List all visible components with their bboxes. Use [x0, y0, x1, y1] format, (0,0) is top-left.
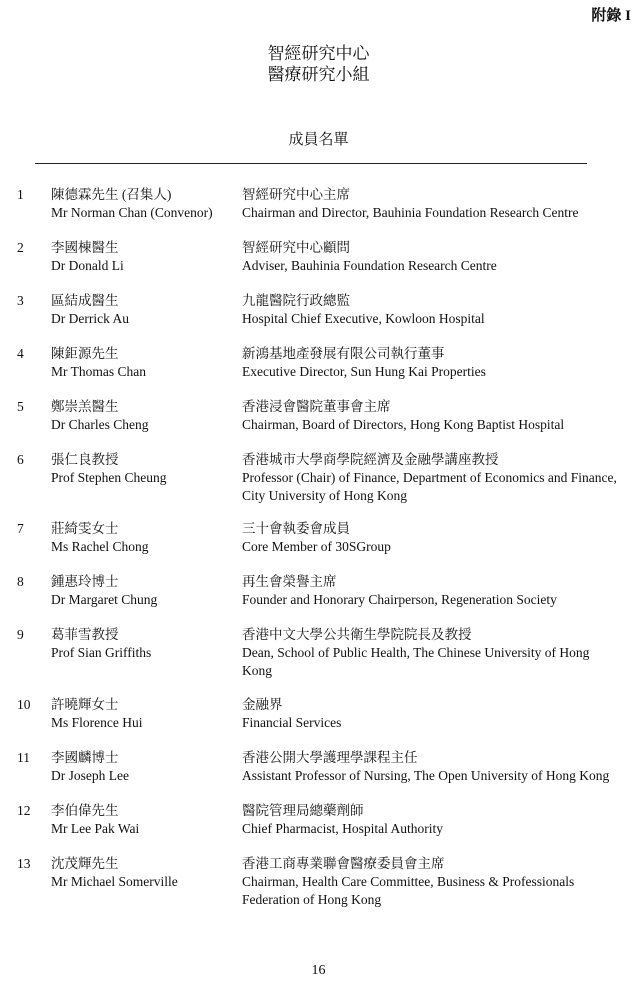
member-number: 9 [17, 627, 24, 642]
member-number: 13 [17, 856, 31, 871]
member-list-heading: 成員名單 [288, 132, 349, 148]
member-position-english-line: Chief Pharmacist, Hospital Authority [242, 821, 443, 836]
member-position-english [242, 363, 637, 381]
member-name-english: Ms Rachel Chong [51, 539, 149, 554]
member-name-chinese: 陳鉅源先生 [51, 346, 119, 361]
member-position-chinese: 智經研究中心顧問 [242, 240, 350, 255]
member-position-english [242, 416, 637, 434]
member-position-english-line: Adviser, Bauhinia Foundation Research Centre [242, 258, 497, 273]
member-position-chinese: 香港工商專業聯會醫療委員會主席 [242, 856, 445, 871]
member-position-chinese: 智經研究中心主席 [242, 187, 350, 202]
member-position-english-line: Assistant Professor of Nursing, The Open University of Hong Kong [242, 768, 610, 783]
member-name-chinese: 葛菲雪教授 [51, 627, 119, 642]
member-position-english-line: Founder and Honorary Chairperson, Regeneration Society [242, 592, 557, 607]
member-position-chinese: 香港城市大學商學院經濟及金融學講座教授 [242, 452, 499, 467]
member-name-chinese: 鄭崇羔醫生 [51, 399, 119, 414]
member-name-chinese: 陳德霖先生 (召集人) [51, 187, 172, 202]
member-name-chinese: 李國麟博士 [51, 750, 119, 765]
member-name-chinese: 鍾惠玲博士 [51, 574, 119, 589]
member-position-chinese: 再生會榮譽主席 [242, 574, 337, 589]
member-name-english: Dr Charles Cheng [51, 417, 149, 432]
title-line-2: 醫療研究小組 [267, 65, 370, 84]
title-line-1: 智經研究中心 [267, 44, 370, 63]
member-position-english-line: Dean, School of Public Health, The Chinese University of Hong [242, 645, 590, 660]
member-number: 6 [17, 452, 24, 467]
member-name-english: Mr Michael Somerville [51, 874, 178, 889]
member-number: 10 [17, 697, 31, 712]
member-name-english: Ms Florence Hui [51, 715, 143, 730]
member-position-english-line: Chairman, Board of Directors, Hong Kong Baptist Hospital [242, 417, 565, 432]
heading-divider [35, 163, 587, 164]
member-number: 3 [17, 293, 24, 308]
page-number: 16 [311, 963, 326, 978]
member-position-english [242, 469, 637, 505]
member-position-chinese: 香港浸會醫院董事會主席 [242, 399, 391, 414]
member-name-english: Prof Stephen Cheung [51, 470, 167, 485]
member-name-english: Mr Thomas Chan [51, 364, 146, 379]
member-name-chinese: 李國棟醫生 [51, 240, 119, 255]
member-position-english [242, 204, 637, 222]
member-name-chinese: 李伯偉先生 [51, 803, 119, 818]
member-name-chinese: 許曉輝女士 [51, 697, 119, 712]
member-position-english [242, 644, 637, 680]
member-position-english [242, 538, 637, 556]
document-title [0, 43, 637, 85]
member-name-chinese: 沈茂輝先生 [51, 856, 119, 871]
member-number: 2 [17, 240, 24, 255]
member-position-chinese: 香港中文大學公共衛生學院院長及教授 [242, 627, 472, 642]
member-name-english: Mr Norman Chan (Convenor) [51, 205, 213, 220]
member-position-english-line: Chairman, Health Care Committee, Business & Professionals [242, 874, 575, 889]
member-number: 4 [17, 346, 24, 361]
member-position-english-line: Kong [242, 663, 272, 678]
member-position-english-line: City University of Hong Kong [242, 488, 407, 503]
member-name-english: Dr Joseph Lee [51, 768, 129, 783]
member-position-english [242, 714, 637, 732]
member-number: 1 [17, 187, 24, 202]
member-name-chinese: 區結成醫生 [51, 293, 119, 308]
member-position-english-line: Core Member of 30SGroup [242, 539, 391, 554]
member-name-english: Dr Donald Li [51, 258, 124, 273]
member-name-english: Mr Lee Pak Wai [51, 821, 140, 836]
member-position-chinese: 三十會執委會成員 [242, 521, 350, 536]
member-number: 11 [17, 750, 30, 765]
member-position-english [242, 873, 637, 909]
member-position-english-line: Hospital Chief Executive, Kowloon Hospital [242, 311, 485, 326]
member-position-english [242, 591, 637, 609]
member-name-chinese: 莊綺雯女士 [51, 521, 119, 536]
member-position-english-line: Financial Services [242, 715, 342, 730]
member-position-chinese: 香港公開大學護理學課程主任 [242, 750, 418, 765]
member-position-english [242, 820, 637, 838]
member-position-english-line: Chairman and Director, Bauhinia Foundation Research Centre [242, 205, 579, 220]
member-number: 5 [17, 399, 24, 414]
member-position-chinese: 醫院管理局總藥劑師 [242, 803, 364, 818]
member-position-chinese: 九龍醫院行政總監 [242, 293, 350, 308]
member-position-chinese: 新鴻基地產發展有限公司執行董事 [242, 346, 445, 361]
member-position-chinese: 金融界 [242, 697, 283, 712]
member-position-english [242, 767, 637, 785]
member-number: 7 [17, 521, 24, 536]
member-name-english: Prof Sian Griffiths [51, 645, 152, 660]
member-position-english [242, 257, 637, 275]
member-name-english: Dr Margaret Chung [51, 592, 158, 607]
member-name-english: Dr Derrick Au [51, 311, 129, 326]
annex-label: 附錄 I [591, 8, 631, 24]
member-position-english-line: Federation of Hong Kong [242, 892, 382, 907]
member-position-english-line: Executive Director, Sun Hung Kai Properties [242, 364, 486, 379]
member-position-english-line: Professor (Chair) of Finance, Department of Economics and Finance, [242, 470, 617, 485]
member-position-english [242, 310, 637, 328]
member-name-chinese: 張仁良教授 [51, 452, 119, 467]
member-number: 8 [17, 574, 24, 589]
member-number: 12 [17, 803, 31, 818]
